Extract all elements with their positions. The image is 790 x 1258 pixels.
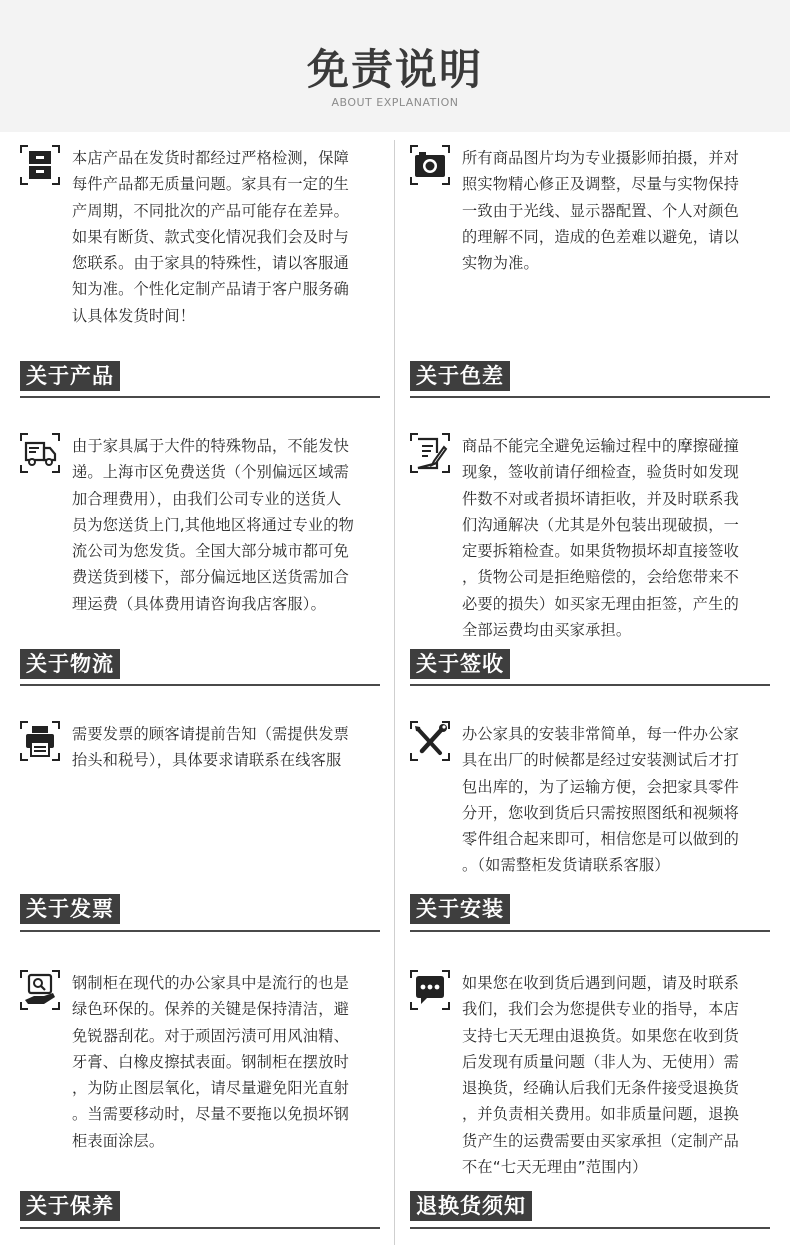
section-text: 钢制柜在现代的办公家具中是流行的也是 绿色环保的。保养的关键是保持清洁，避 免锐器刮花。对于顽固污渍可用风油精、 牙膏、白橡皮擦拭表面。钢制柜在摆放时 ，为防止图层氧化，请尽量避免阳光直射 。当需要移动时，尽量不要拖以免损坏钢 柜表面涂层。 [72, 974, 349, 1150]
section-text: 由于家具属于大件的特殊物品，不能发快 递。上海市区免费送货（个别偏远区域需 加合理费用），由我们公司专业的送货人 员为您送货上门,其他地区将通过专业的物 流公司为您发货。全国大部分城市都可免 费送货到楼下，部分偏远地区送货需加合 理运费（具体费用请咨询我店客服）。 [72, 437, 355, 613]
section-rule [20, 684, 380, 686]
page-subtitle: ABOUT EXPLANATION [331, 96, 459, 109]
section-rule [20, 396, 380, 398]
section-returns [410, 970, 770, 1235]
section-rule [20, 1227, 380, 1229]
section-label: 关于发票 [20, 894, 120, 924]
document-sign-icon [410, 433, 450, 473]
section-invoice [20, 721, 380, 936]
section-signing [410, 433, 770, 688]
printer-icon [20, 721, 60, 761]
cabinet-icon [20, 145, 60, 185]
page-title: 免责说明 [306, 45, 483, 94]
section-maintenance [20, 970, 380, 1235]
section-rule [20, 930, 380, 932]
section-label: 关于保养 [20, 1191, 120, 1221]
section-color [410, 145, 770, 400]
chat-bubble-icon [410, 970, 450, 1010]
section-text: 如果您在收到货后遇到问题，请及时联系 我们，我们会为您提供专业的指导，本店 支持七天无理由退换货。如果您在收到货 后发现有质量问题（非人为、无使用）需 退换货，经确认后我们无条件接受退换货 ，并负责相关费用。如非质量问题，退换 货产生的运费需要由买家承担（定制产品 不在“七天无理由”范围内） [462, 974, 739, 1177]
section-text: 办公家具的安装非常简单，每一件办公家 具在出厂的时候都是经过安装测试后才打 包出库的，为了运输方便，会把家具零件 分开，您收到货后只需按照图纸和视频将 零件组合起来即可，相信您是可以做到的 。（如需整柜发货请联系客服） [462, 725, 739, 875]
section-label: 关于产品 [20, 361, 120, 391]
section-label: 关于物流 [20, 649, 120, 679]
section-text: 本店产品在发货时都经过严格检测，保障 每件产品都无质量问题。家具有一定的生 产周期，不同批次的产品可能存在差异。 如果有断货、款式变化情况我们会及时与 您联系。由于家具的特殊性，请以客服通 知为准。个性化定制产品请于客户服务确 认具体发货时间！ [72, 149, 349, 325]
header [0, 0, 790, 132]
section-install [410, 721, 770, 936]
section-label: 关于签收 [410, 649, 510, 679]
section-text: 需要发票的顾客请提前告知（需提供发票 抬头和税号），具体要求请联系在线客服 [72, 725, 349, 770]
section-product [20, 145, 380, 400]
section-rule [410, 930, 770, 932]
column-divider [394, 140, 395, 1245]
section-rule [410, 396, 770, 398]
section-text: 所有商品图片均为专业摄影师拍摄，并对 照实物精心修正及调整，尽量与实物保持 一致由于光线、显示器配置、个人对颜色 的理解不同，造成的色差难以避免，请以 实物为准。 [462, 149, 739, 273]
section-logistics [20, 433, 380, 688]
section-label: 关于安装 [410, 894, 510, 924]
section-rule [410, 684, 770, 686]
section-label: 关于色差 [410, 361, 510, 391]
section-rule [410, 1227, 770, 1229]
section-text: 商品不能完全避免运输过程中的摩擦碰撞 现象，签收前请仔细检查，验货时如发现 件数不对或者损坏请拒收，并及时联系我 们沟通解决（尤其是外包装出现破损，一 定要拆箱检查。如果货物损坏却直接签收 ，货物公司是拒绝赔偿的，会给您带来不 必要的损失）如买家无理由拒签，产生的 全部运费均由买家承担。 [462, 437, 739, 640]
section-label: 退换货须知 [410, 1191, 532, 1221]
care-hand-icon [20, 970, 60, 1010]
camera-icon [410, 145, 450, 185]
tools-icon [410, 721, 450, 761]
truck-icon [20, 433, 60, 473]
